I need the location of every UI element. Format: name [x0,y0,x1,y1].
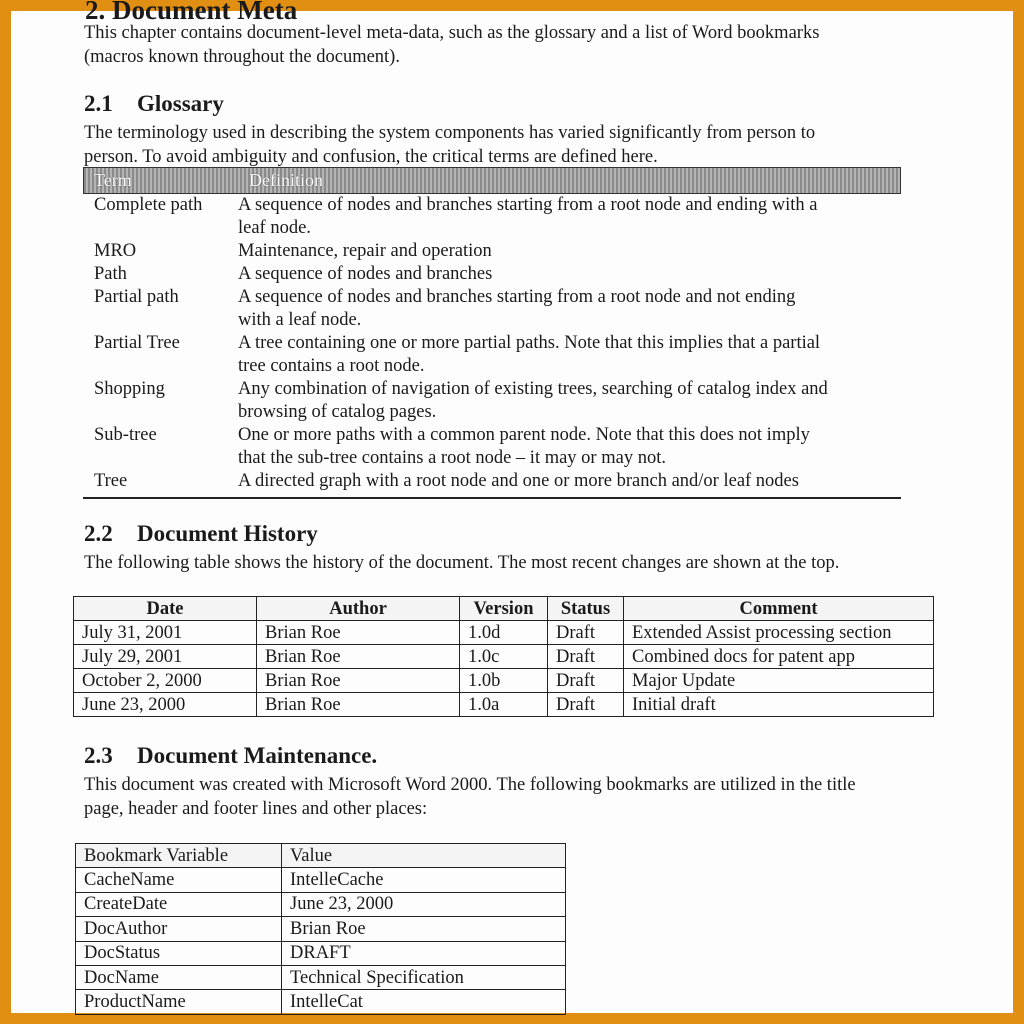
status-cell: Draft [548,645,624,669]
glossary-row [83,332,901,378]
glossary-row [83,263,901,286]
comment-column-header: Comment [624,597,934,621]
author-cell: Brian Roe [257,645,460,669]
author-column-header: Author [257,597,460,621]
section-number: 2.1 [84,91,113,116]
glossary-definition [238,194,901,240]
definition-line: tree contains a root node. [238,356,425,376]
bookmark-value-cell: June 23, 2000 [282,892,566,916]
bookmark-value-cell: IntelleCat [282,990,566,1014]
comment-cell: Major Update [624,669,934,693]
date-column-header: Date [74,597,257,621]
bookmark-table-body [76,844,566,1015]
bookmark-value-cell: DRAFT [282,941,566,965]
definition-line: A tree containing one or more partial paths. Note that this implies that a partial [238,333,821,353]
date-cell: October 2, 2000 [74,669,257,693]
glossary-definition [238,332,901,378]
glossary-row [83,424,901,470]
definition-line: A sequence of nodes and branches [238,264,493,284]
glossary-term: Sub-tree [94,425,157,445]
definition-line: that the sub-tree contains a root node – it may or may not. [238,448,666,468]
glossary-definition [238,240,901,263]
history-row [74,621,934,645]
history-table-body [74,621,934,717]
glossary-intro-line: person. To avoid ambiguity and confusion, the critical terms are defined here. [84,146,658,167]
glossary-term: Shopping [94,379,165,399]
glossary-term: Partial path [94,287,179,307]
date-cell: June 23, 2000 [74,693,257,717]
value-header: Value [282,844,566,868]
bookmark-row [76,990,566,1014]
bookmark-row [76,868,566,892]
definition-line: with a leaf node. [238,310,362,330]
history-row [74,645,934,669]
section-title: Glossary [137,91,224,116]
bookmark-variable-cell: CreateDate [76,892,282,916]
glossary-definition [238,378,901,424]
section-number: 2.3 [84,743,113,768]
bookmark-variable-cell: ProductName [76,990,282,1014]
bookmark-variable-cell: DocStatus [76,941,282,965]
glossary-definition [238,263,901,286]
glossary-term: Partial Tree [94,333,180,353]
chapter-title: 2. Document Meta [85,0,298,25]
section-number: 2.2 [84,521,113,546]
comment-cell: Initial draft [624,693,934,717]
author-cell: Brian Roe [257,693,460,717]
bookmark-variable-cell: CacheName [76,868,282,892]
glossary-term: Path [94,264,127,284]
bookmark-variable-header: Bookmark Variable [76,844,282,868]
glossary-term: MRO [94,241,137,261]
glossary-row [83,194,901,240]
definition-line: One or more paths with a common parent node. Note that this does not imply [238,425,810,445]
glossary-intro-line: The terminology used in describing the system components has varied significantly from person to [84,123,816,143]
version-cell: 1.0d [460,621,548,645]
glossary-term: Tree [94,471,128,491]
status-cell: Draft [548,621,624,645]
version-cell: 1.0b [460,669,548,693]
bookmark-variable-cell: DocName [76,965,282,989]
glossary-row [83,470,901,493]
glossary-row [83,286,901,332]
chapter-intro-line: This chapter contains document-level meta-data, such as the glossary and a list of Word bookmarks [84,23,820,43]
comment-cell: Extended Assist processing section [624,621,934,645]
glossary-definition [238,470,901,493]
definition-line: A sequence of nodes and branches starting from a root node and not ending [238,287,796,307]
glossary-table [83,167,901,499]
bookmark-table [75,843,566,1015]
bookmark-header-row [76,844,566,868]
definition-line: A directed graph with a root node and one or more branch and/or leaf nodes [238,471,799,491]
section-title: Document History [137,521,318,546]
history-heading [84,521,318,547]
date-cell: July 31, 2001 [74,621,257,645]
glossary-table-header [83,167,901,194]
history-row [74,693,934,717]
chapter-intro [84,22,819,69]
bookmark-row [76,892,566,916]
version-cell: 1.0a [460,693,548,717]
definition-line: leaf node. [238,218,311,238]
glossary-heading [84,91,224,117]
glossary-row [83,378,901,424]
glossary-table-body [83,194,901,499]
author-cell: Brian Roe [257,669,460,693]
glossary-row [83,240,901,263]
maintenance-intro-line: page, header and footer lines and other places: [84,798,428,819]
status-cell: Draft [548,693,624,717]
bookmark-value-cell: IntelleCache [282,868,566,892]
bookmark-value-cell: Brian Roe [282,917,566,941]
definition-line: browsing of catalog pages. [238,402,437,422]
history-intro: The following table shows the history of the document. The most recent changes are shown at the top. [84,553,840,573]
definition-line: Any combination of navigation of existing trees, searching of catalog index and [238,379,828,399]
bookmark-row [76,965,566,989]
author-cell: Brian Roe [257,621,460,645]
history-table [73,596,934,717]
version-cell: 1.0c [460,645,548,669]
bookmark-variable-cell: DocAuthor [76,917,282,941]
comment-cell: Combined docs for patent app [624,645,934,669]
version-column-header: Version [460,597,548,621]
glossary-term: Complete path [94,195,203,215]
glossary-definition [238,424,901,470]
document-page [11,0,1013,1013]
bookmark-row [76,941,566,965]
definition-line: A sequence of nodes and branches starting from a root node and ending with a [238,195,818,215]
status-column-header: Status [548,597,624,621]
bookmark-row [76,917,566,941]
glossary-intro [84,122,815,169]
section-title: Document Maintenance. [137,743,378,768]
maintenance-heading [84,743,377,769]
bookmark-value-cell: Technical Specification [282,965,566,989]
date-cell: July 29, 2001 [74,645,257,669]
maintenance-intro [84,774,856,821]
history-row [74,669,934,693]
maintenance-intro-line: This document was created with Microsoft Word 2000. The following bookmarks are utilized in the title [84,775,856,795]
status-cell: Draft [548,669,624,693]
chapter-intro-line: (macros known throughout the document). [84,46,400,67]
glossary-definition [238,286,901,332]
definition-column-header: Definition [249,170,323,190]
definition-line: Maintenance, repair and operation [238,241,492,261]
term-column-header: Term [94,170,132,190]
history-header-row [74,597,934,621]
